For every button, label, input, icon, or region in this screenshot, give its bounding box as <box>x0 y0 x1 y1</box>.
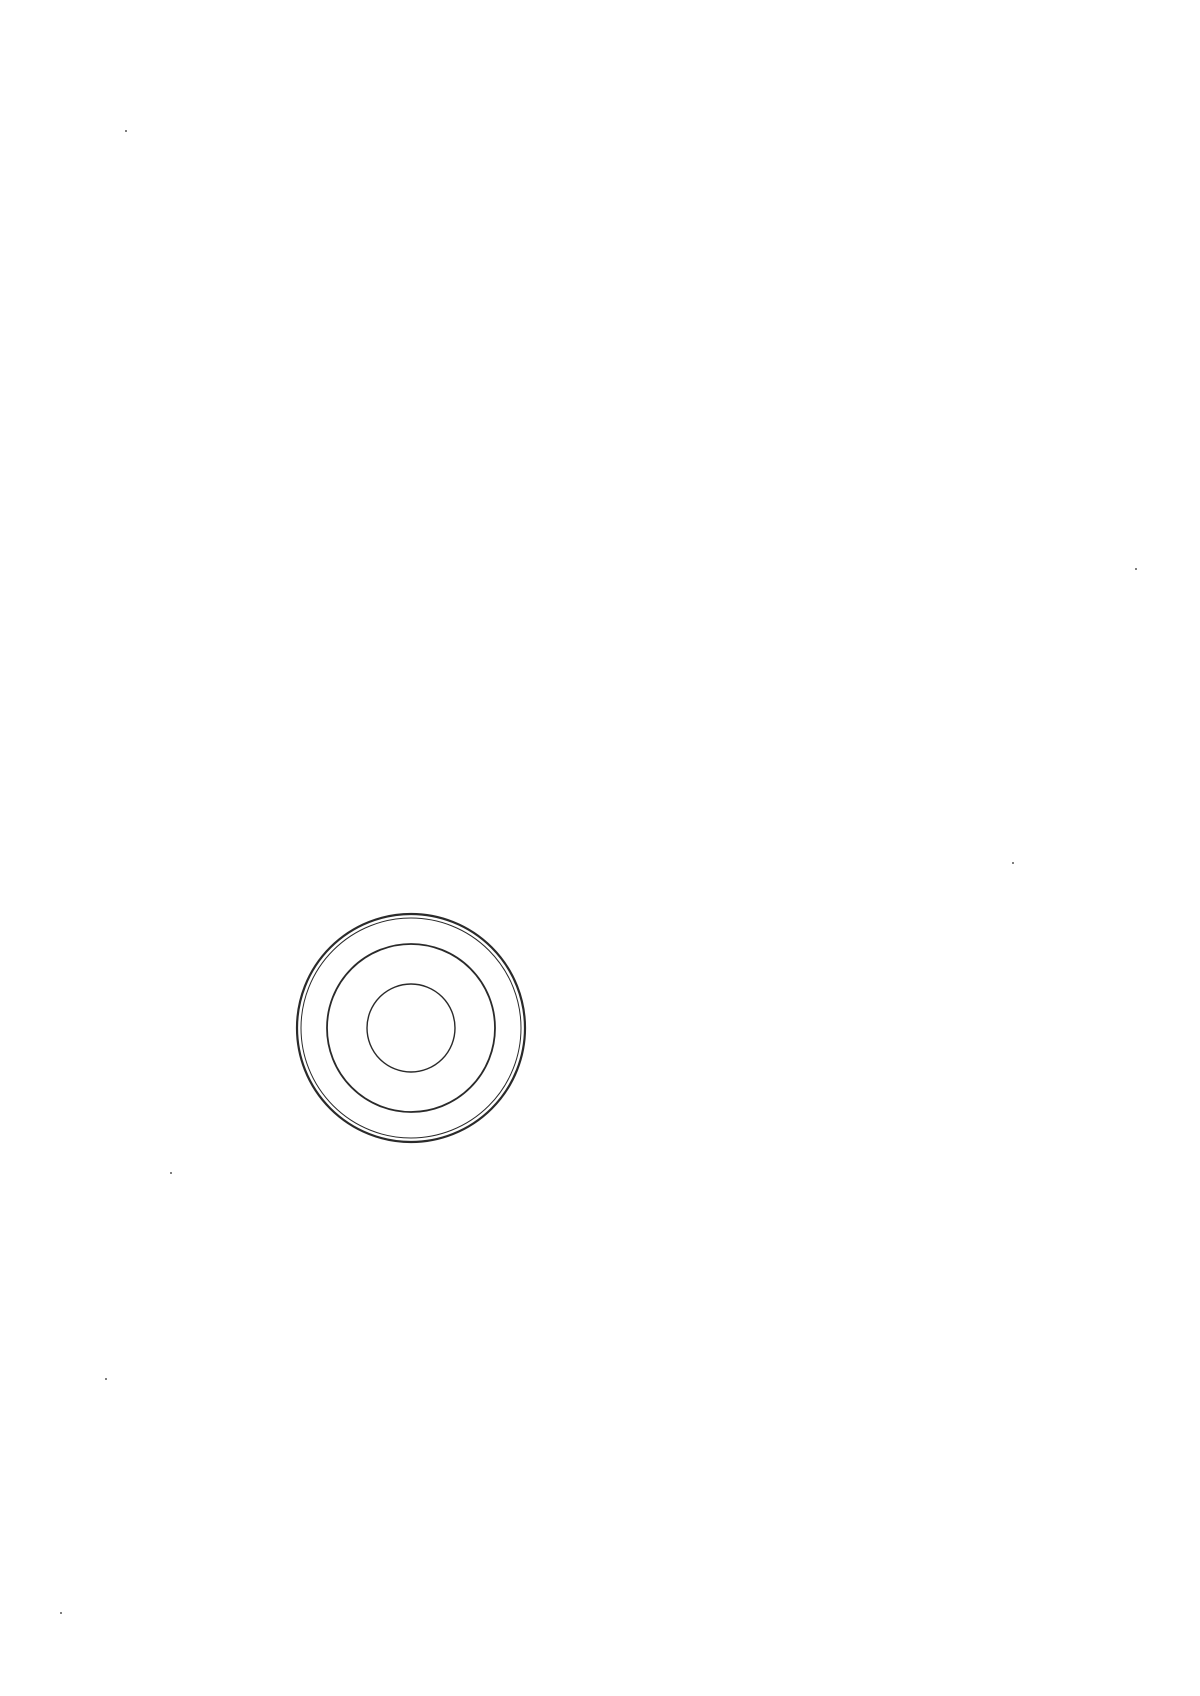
official-stamp <box>293 910 529 1146</box>
stamp-middle-circle <box>327 944 495 1112</box>
scan-speck <box>170 1172 172 1174</box>
scan-speck <box>105 1378 107 1380</box>
scan-speck <box>1135 568 1137 570</box>
stamp-outer-circle <box>297 914 525 1142</box>
stamp-inner-circle <box>367 984 455 1072</box>
scan-speck <box>60 1612 62 1614</box>
scan-speck <box>1012 862 1014 864</box>
stamp-outer-circle-thin <box>301 918 521 1138</box>
scan-speck <box>125 130 127 132</box>
